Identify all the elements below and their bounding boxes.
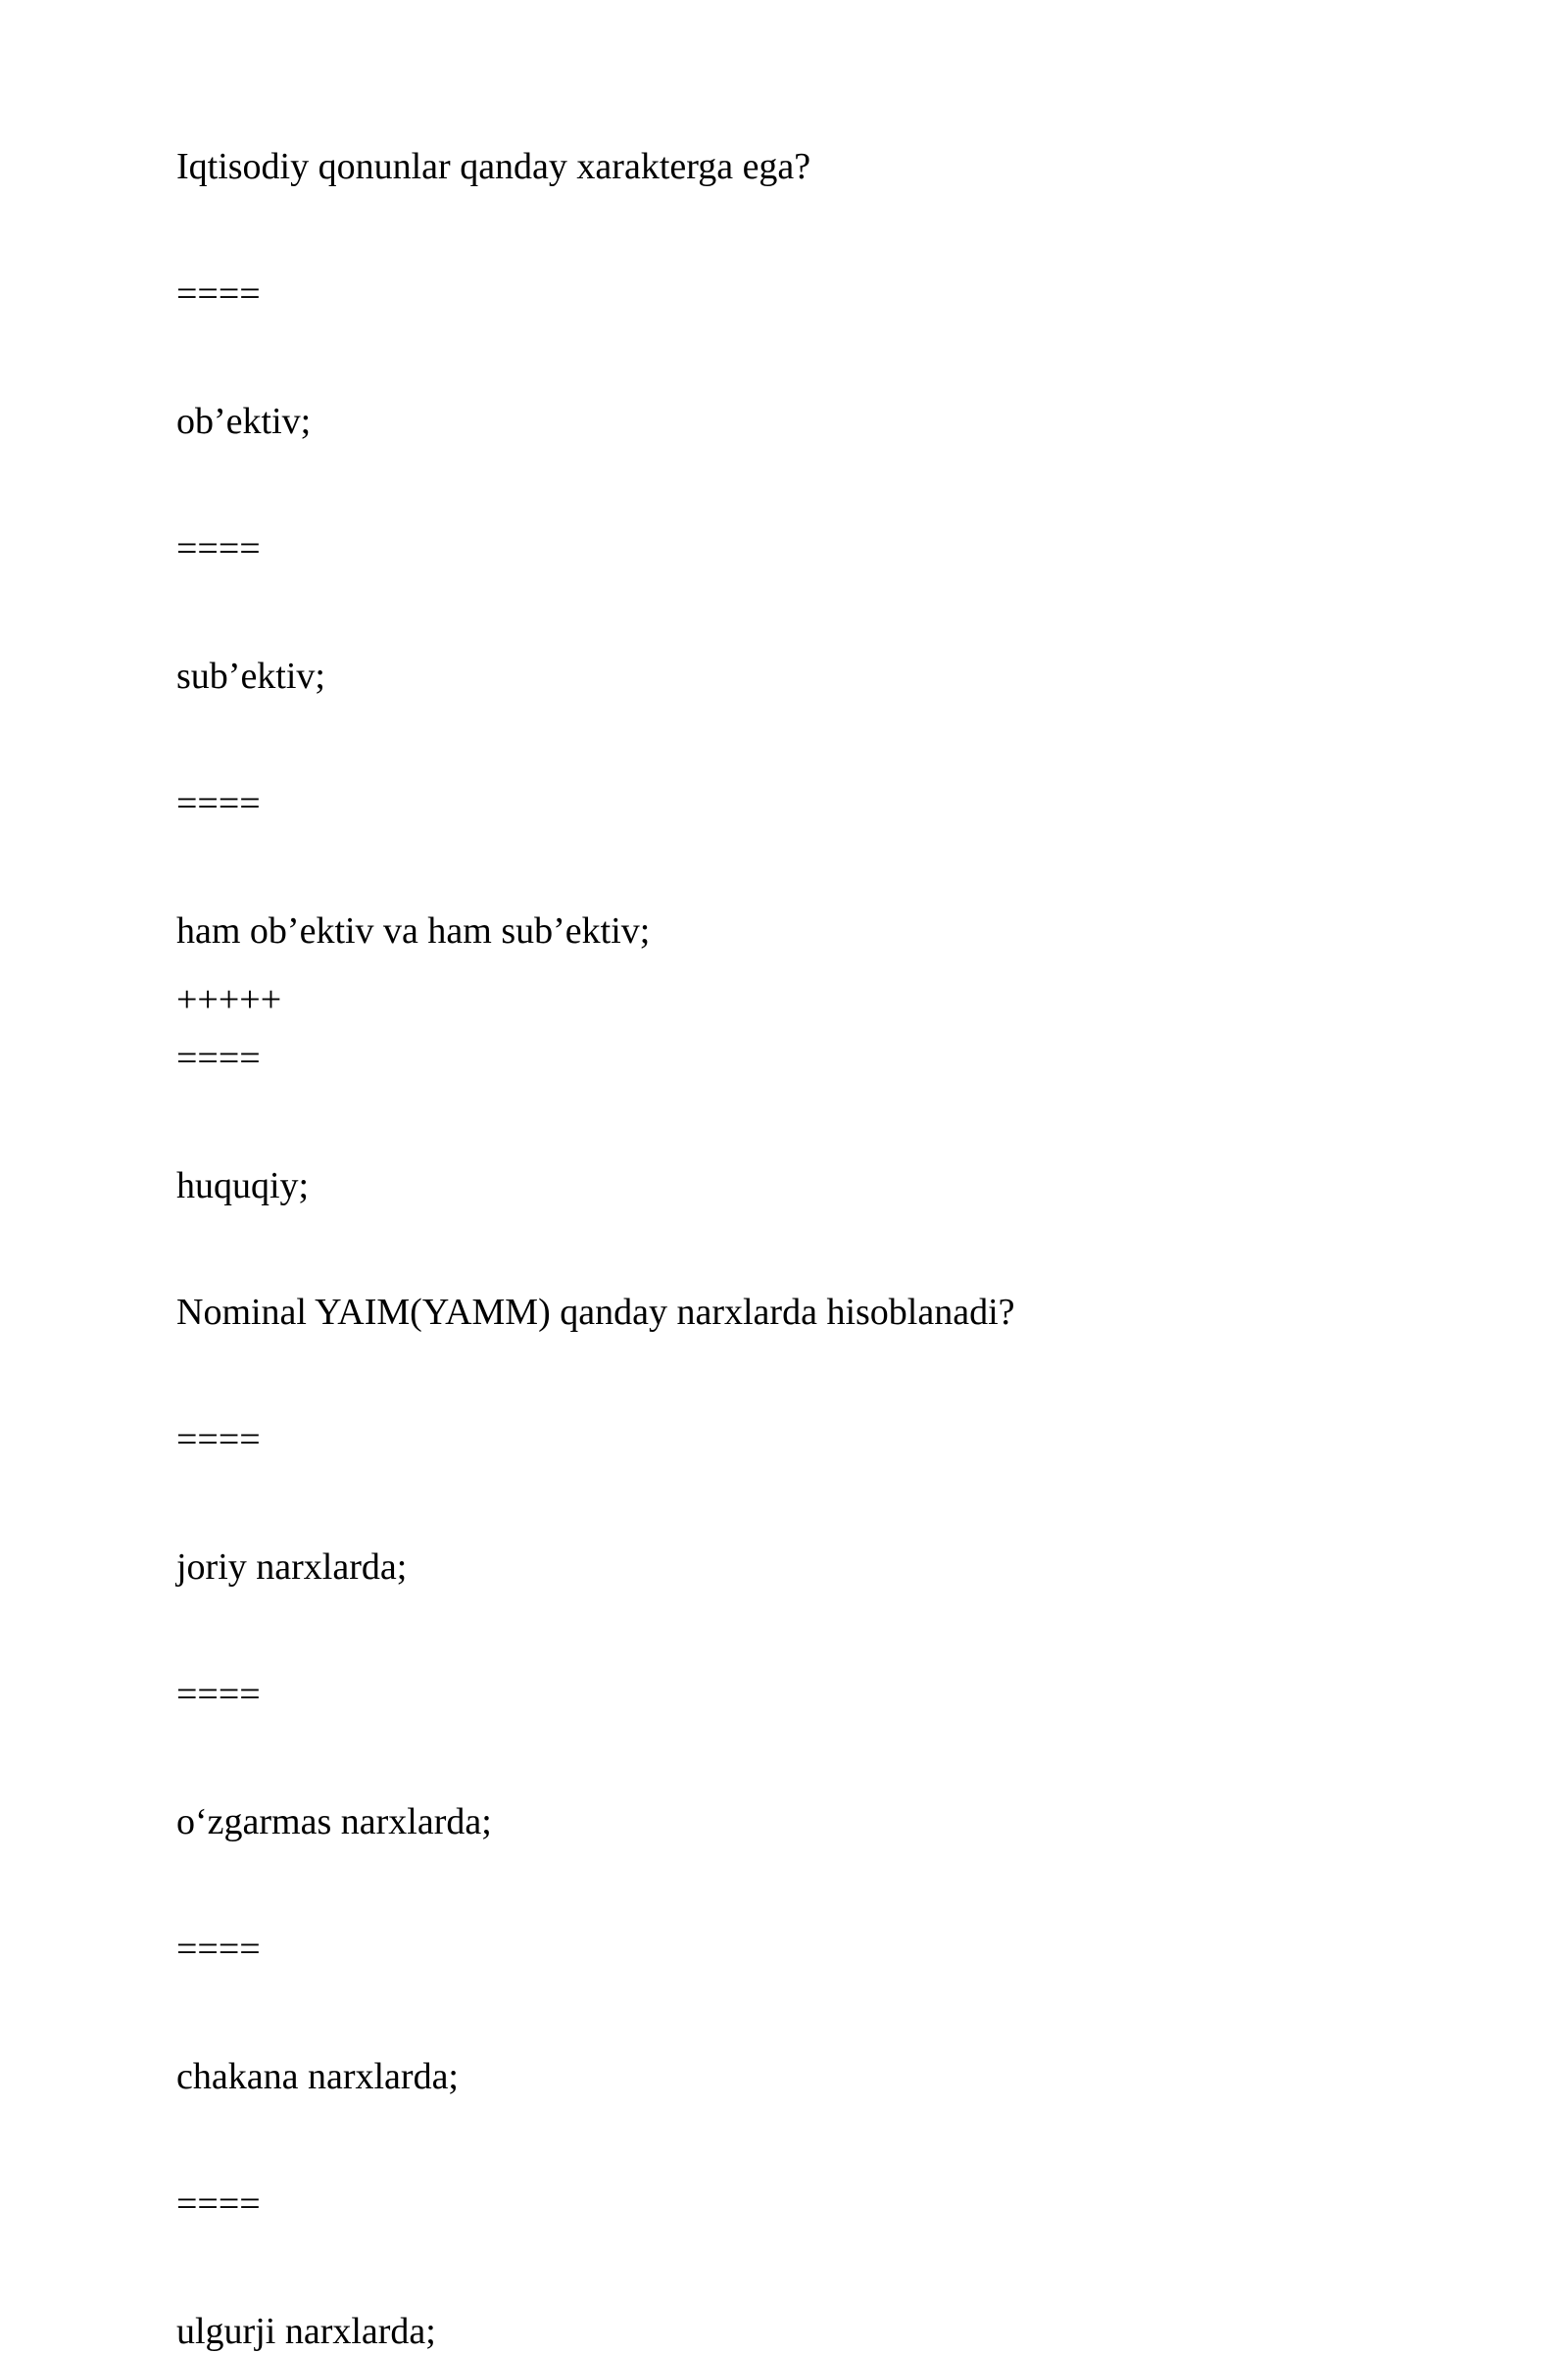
question-text: Iqtisodiy qonunlar qanday xarakterga ega? [176,146,811,187]
answer-option: huquqiy; [176,1165,310,1206]
answer-option: joriy narxlarda; [176,1546,408,1588]
question-separator: +++++ [176,979,282,1020]
answer-option: o‘zgarmas narxlarda; [176,1801,492,1842]
answer-option: chakana narxlarda; [176,2056,459,2097]
answer-option: ham ob’ektiv va ham sub’ektiv; [176,910,651,952]
question-block-1 [176,145,1450,1207]
option-separator: ==== [176,273,261,315]
option-separator: ==== [176,2183,261,2225]
option-separator: ==== [176,783,261,824]
option-separator: ==== [176,528,261,569]
answer-option: sub’ektiv; [176,656,325,697]
answer-option: ulgurji narxlarda; [176,2311,436,2352]
option-separator: ==== [176,1038,261,1079]
option-separator: ==== [176,1674,261,1715]
answer-option: ob’ektiv; [176,401,312,442]
question-block-2 [176,1291,1450,2353]
option-separator: ==== [176,1419,261,1460]
option-separator: ==== [176,1929,261,1970]
question-text: Nominal YAIM(YAMM) qanday narxlarda hisoblanadi? [176,1292,1015,1333]
